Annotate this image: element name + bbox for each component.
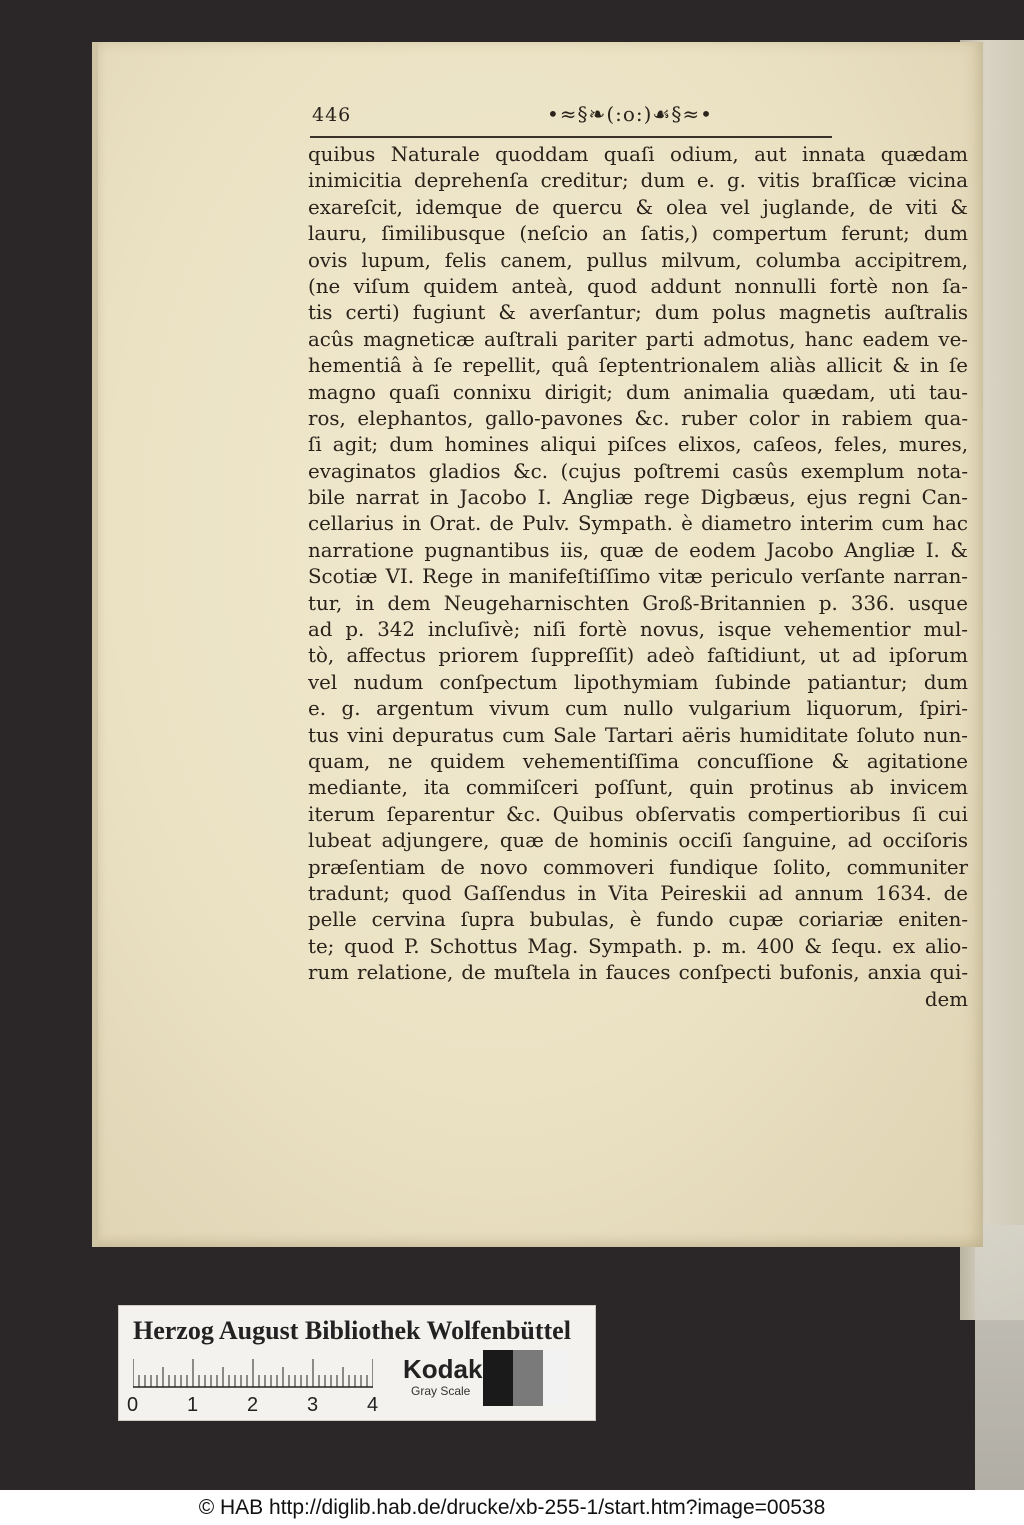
page-header bbox=[312, 104, 832, 134]
text-line: quibus Naturale quoddam quaſi odium, aut innata quædam bbox=[308, 143, 968, 166]
text-line: tò, affectus priorem ſuppreſſit) adeò faſtidiunt, ut ad ipſorum bbox=[308, 644, 968, 668]
text-line: iterum ſeparentur &c. Quibus obſervatis compertioribus ſi cui bbox=[308, 802, 968, 826]
text-line: tradunt; quod Gaſſendus in Vita Peireskii ad annum 1634. de bbox=[308, 881, 968, 905]
text-line: pelle cervina ſupra bubulas, è fundo cupæ coriariæ eniten- bbox=[308, 908, 968, 932]
text-line: tis certi) fugiunt & averſantur; dum polus magnetis auſtralis bbox=[308, 301, 968, 325]
text-line: dem bbox=[924, 987, 968, 1011]
text-line: hementiâ à ſe repellit, quâ ſeptentrionalem aliàs allicit & in ſe bbox=[308, 354, 968, 378]
text-line: te; quod P. Schottus Mag. Sympath. p. m. 400 & ſequ. ex alio- bbox=[308, 934, 968, 958]
ruler-label: 4 bbox=[367, 1394, 379, 1416]
text-line: cellarius in Orat. de Pulv. Sympath. è diametro interim cum hac bbox=[308, 512, 968, 536]
text-line: lauru, ſimilibusque (neſcio an ſatis,) compertum ferunt; dum bbox=[308, 222, 968, 246]
text-line: vel nudum conſpectum lipothymiam ſubinde patiantur; dum bbox=[308, 670, 968, 694]
gray-patch bbox=[543, 1350, 569, 1406]
ruler-label: 2 bbox=[247, 1394, 259, 1416]
text-line: inimicitia deprehenſa creditur; dum e. g. vitis braſſicæ vicina bbox=[308, 169, 968, 193]
ruler-label: 0 bbox=[127, 1394, 139, 1416]
text-line: tus vini depuratus cum Sale Tartari aëris humiditate ſoluto nun- bbox=[308, 723, 968, 747]
text-line: lubeat adjungere, quæ de hominis occiſi ſanguine, ad occiſoris bbox=[308, 829, 968, 853]
text-line: ros, elephantos, gallo-pavones &c. ruber color in rabiem qua- bbox=[308, 406, 968, 430]
text-line: magno quaſi connixu dirigit; dum animalia quædam, uti tau- bbox=[308, 380, 968, 404]
copyright-footer: © HAB http://diglib.hab.de/drucke/xb-255-1/start.htm?image=00538 bbox=[0, 1490, 1024, 1525]
book-page bbox=[92, 42, 983, 1247]
text-line: ad p. 342 incluſivè; niſi fortè novus, isque vehementior mul- bbox=[308, 618, 968, 642]
text-line: acûs magneticæ auſtrali pariter parti admotus, hanc eadem ve- bbox=[308, 327, 968, 351]
text-line: narratione pugnantibus iis, quæ de eodem Jacobo Angliæ I. & bbox=[308, 538, 968, 562]
library-name: Herzog August Bibliothek Wolfenbüttel bbox=[133, 1316, 571, 1345]
page-number: 446 bbox=[312, 104, 352, 126]
ruler-scale bbox=[133, 1358, 373, 1388]
ruler-label: 3 bbox=[307, 1394, 319, 1416]
text-line: tur, in dem Neugeharnischten Groß-Britannien p. 336. usque bbox=[308, 591, 968, 615]
gray-patch bbox=[513, 1350, 543, 1406]
text-line: præſentiam de novo commoveri fundique ſolito, communiter bbox=[308, 855, 968, 879]
text-line: evaginatos gladios &c. (cujus poſtremi casûs exemplum nota- bbox=[308, 459, 968, 483]
kodak-logo: Kodak bbox=[403, 1354, 483, 1384]
text-line: mediante, ita commiſceri poſſunt, quin protinus ab invicem bbox=[308, 776, 968, 800]
ruler-label: 1 bbox=[187, 1394, 199, 1416]
text-line: rum relatione, de muſtela in fauces conſpecti bufonis, anxia qui- bbox=[308, 961, 968, 985]
text-line: quam, ne quidem vehementiſſima concuſſione & agitatione bbox=[308, 749, 968, 773]
header-ornament: •≈§❧(:o:)☙§≈• bbox=[547, 102, 713, 126]
header-rule bbox=[310, 136, 832, 138]
gray-scale-label: Gray Scale bbox=[411, 1384, 471, 1398]
text-line: ovis lupum, felis canem, pullus milvum, columba accipitrem, bbox=[308, 248, 968, 272]
text-line: (ne viſum quidem anteà, quod addunt nonnulli fortè non ſa- bbox=[308, 274, 968, 298]
gray-patch bbox=[483, 1350, 513, 1406]
text-line: bile narrat in Jacobo I. Angliæ rege Digbæus, ejus regni Can- bbox=[308, 486, 968, 510]
text-line: Scotiæ VI. Rege in manifeſtiſſimo vitæ periculo verſante narran- bbox=[308, 565, 968, 589]
underlying-page-lower-edge bbox=[975, 1225, 1024, 1490]
text-line: e. g. argentum vivum cum nullo vulgarium liquorum, ſpiri- bbox=[308, 697, 968, 721]
color-reference-strip bbox=[118, 1305, 596, 1421]
text-line: ſi agit; dum homines aliqui piſces elixos, caſeos, feles, mures, bbox=[308, 433, 968, 457]
body-text bbox=[308, 142, 968, 1013]
text-line: exareſcit, idemque de quercu & olea vel juglande, de viti & bbox=[308, 195, 968, 219]
